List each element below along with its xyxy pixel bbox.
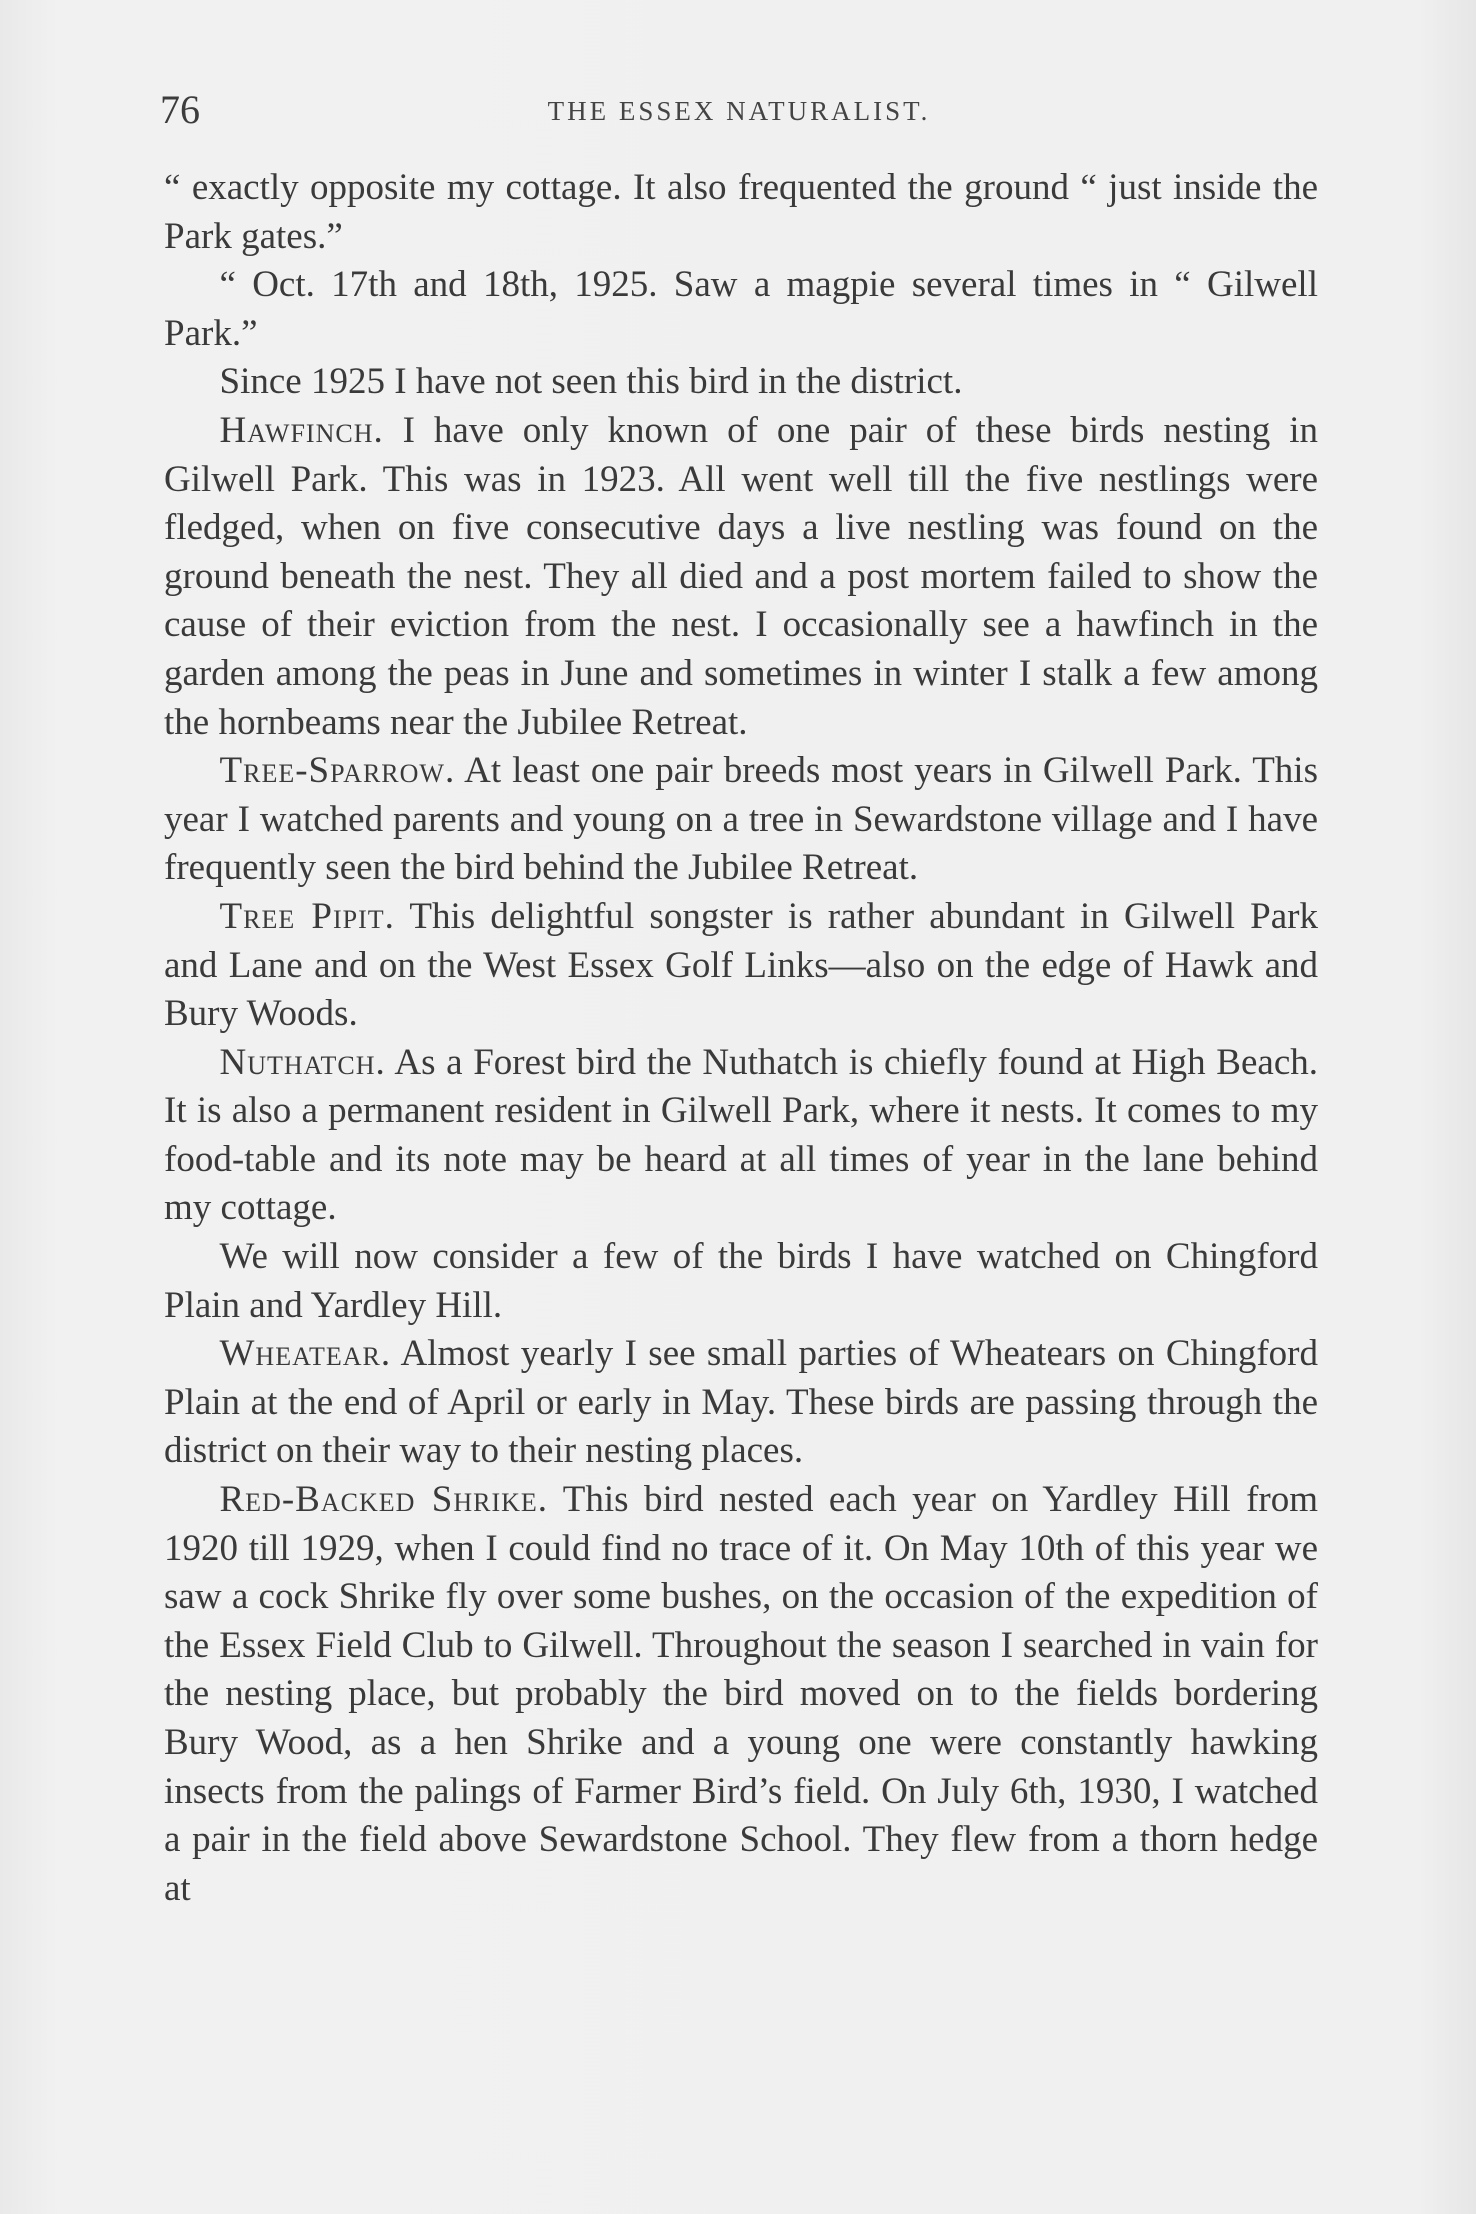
paragraph-text: I have only known of one pair of these birds nesting in Gilwell Park. This was in 1923. All went well till the five nestlings were fledged, when on five consecutive days a live nestling was found on the ground beneath the nest. They all died and a post mortem failed to show the cause of their eviction from the nest. I occasionally see a hawfinch in the garden among the peas in June and sometimes in winter I stalk a few among the hornbeams near the Jubilee Retreat.	[164, 409, 1318, 743]
paragraph-tree-sparrow	[164, 747, 1318, 893]
species-heading: Nuthatch.	[219, 1041, 386, 1083]
paragraph-text: As a Forest bird the Nuthatch is chiefly found at High Beach. It is also a permanent resident in Gilwell Park, where it nests. It comes to my food-table and its note may be heard at all times of year in the lane behind my cottage.	[164, 1041, 1318, 1229]
paragraph-continuation	[164, 164, 1318, 261]
paragraph-chingford-intro	[164, 1233, 1318, 1330]
body-text	[164, 164, 1318, 1913]
paragraph-text: Since 1925 I have not seen this bird in the district.	[219, 361, 963, 403]
paragraph-nuthatch	[164, 1039, 1318, 1233]
paragraph-text: This bird nested each year on Yardley Hill from 1920 till 1929, when I could find no trace of it. On May 10th of this year we saw a cock Shrike fly over some bushes, on the occasion of the expedition of the Essex Field Club to Gilwell. Throughout the season I searched in vain for the nesting place, but probably the bird moved on to the fields bordering Bury Wood, as a hen Shrike and a young one were constantly hawking insects from the palings of Farmer Bird’s field. On July 6th, 1930, I watched a pair in the field above Sewardstone School. They flew from a thorn hedge at	[164, 1479, 1318, 1909]
paragraph-text: “ exactly opposite my cottage. It also frequented the ground “ just inside the Park gates.”	[164, 167, 1318, 257]
paragraph-text: We will now consider a few of the birds I have watched on Chingford Plain and Yardley Hill.	[164, 1236, 1318, 1326]
paragraph-tree-pipit	[164, 893, 1318, 1039]
paragraph-text: This delightful songster is rather abundant in Gilwell Park and Lane and on the West Essex Golf Links—also on the edge of Hawk and Bury Woods.	[164, 895, 1318, 1035]
species-heading: Hawfinch.	[219, 409, 384, 451]
paragraph-hawfinch	[164, 407, 1318, 747]
paragraph-text: Almost yearly I see small parties of Wheatears on Chingford Plain at the end of April or early in May. These birds are passing through the district on their way to their nesting places.	[164, 1333, 1318, 1472]
species-heading: Tree-Sparrow.	[219, 750, 456, 792]
paragraph-magpie-record	[164, 261, 1318, 358]
paragraph-red-backed-shrike	[164, 1476, 1318, 1913]
page-number: 76	[160, 87, 200, 132]
species-heading: Wheatear.	[219, 1333, 392, 1375]
species-heading: Red-Backed Shrike.	[219, 1479, 549, 1521]
paragraph-magpie-note	[164, 358, 1318, 407]
species-heading: Tree Pipit.	[219, 895, 395, 937]
running-head: THE ESSEX NATURALIST.	[547, 96, 931, 126]
paragraph-text: At least one pair breeds most years in Gilwell Park. This year I watched parents and young on a tree in Sewardstone village and I have frequently seen the bird behind the Jubilee Retreat.	[164, 750, 1318, 889]
page-header	[160, 86, 1318, 146]
paragraph-text: “ Oct. 17th and 18th, 1925. Saw a magpie several times in “ Gilwell Park.”	[164, 264, 1318, 354]
paragraph-wheatear	[164, 1330, 1318, 1476]
